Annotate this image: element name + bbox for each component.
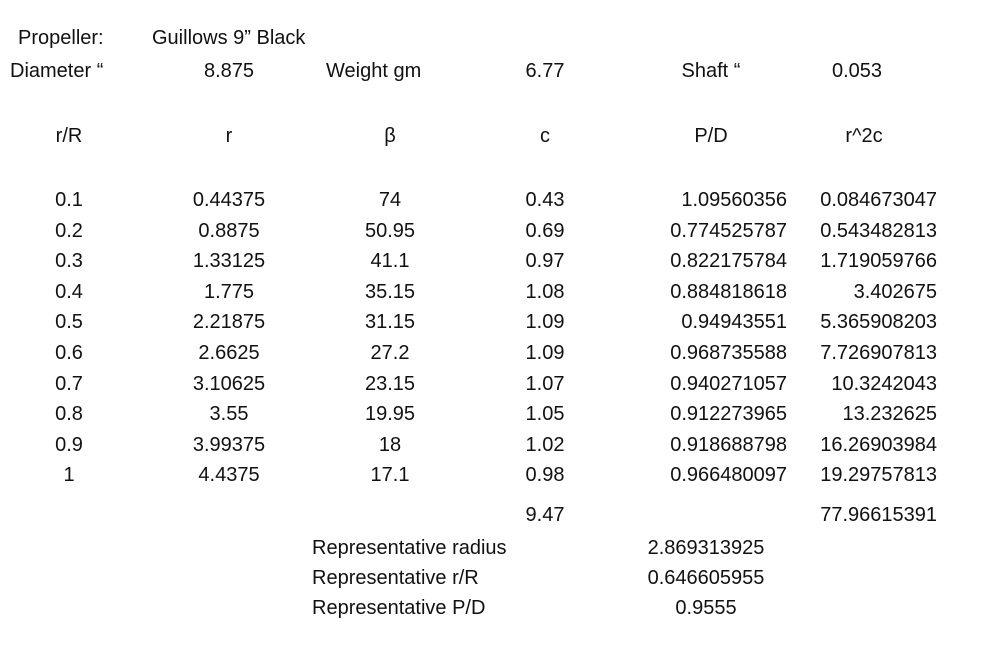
cell-r-over-R: 0.3 <box>55 250 83 272</box>
cell-r2c: 0.084673047 <box>820 189 937 211</box>
column-header-r2c: r^2c <box>845 125 883 147</box>
cell-p-over-d: 0.94943551 <box>681 311 787 333</box>
summary-label-radius: Representative radius <box>312 537 507 559</box>
cell-r-over-R: 0.7 <box>55 373 83 395</box>
cell-p-over-d: 0.884818618 <box>670 281 787 303</box>
cell-c: 1.08 <box>525 281 565 303</box>
cell-p-over-d: 0.912273965 <box>670 403 787 425</box>
cell-beta: 18 <box>378 434 402 456</box>
cell-c: 0.98 <box>525 464 565 486</box>
cell-c: 1.02 <box>525 434 565 456</box>
summary-label-p-over-d: Representative P/D <box>312 597 486 619</box>
cell-c: 1.07 <box>525 373 565 395</box>
cell-r2c: 16.26903984 <box>820 434 937 456</box>
cell-r-over-R: 0.6 <box>55 342 83 364</box>
column-header-c: c <box>540 125 550 147</box>
propeller-name: Guillows 9” Black <box>152 27 306 49</box>
cell-r2c: 3.402675 <box>853 281 937 303</box>
cell-p-over-d: 0.940271057 <box>670 373 787 395</box>
cell-r2c: 10.3242043 <box>831 373 937 395</box>
cell-r: 4.4375 <box>198 464 260 486</box>
column-header-beta: β <box>384 125 396 147</box>
column-header-p-over-d: P/D <box>694 125 728 147</box>
cell-c: 0.43 <box>525 189 565 211</box>
cell-c: 1.09 <box>525 311 565 333</box>
cell-r2c: 1.719059766 <box>820 250 937 272</box>
cell-c: 0.69 <box>525 220 565 242</box>
column-header-r-over-R: r/R <box>55 125 83 147</box>
weight-value: 6.77 <box>525 60 565 82</box>
cell-r-over-R: 0.5 <box>55 311 83 333</box>
cell-beta: 17.1 <box>370 464 410 486</box>
cell-r: 2.21875 <box>192 311 266 333</box>
summary-value-p-over-d: 0.9555 <box>675 597 737 619</box>
cell-r2c: 7.726907813 <box>820 342 937 364</box>
cell-c: 1.09 <box>525 342 565 364</box>
cell-p-over-d: 0.968735588 <box>670 342 787 364</box>
cell-c: 0.97 <box>525 250 565 272</box>
cell-c: 1.05 <box>525 403 565 425</box>
cell-r-over-R: 0.1 <box>55 189 83 211</box>
cell-beta: 19.95 <box>364 403 416 425</box>
diameter-label: Diameter “ <box>10 60 104 82</box>
cell-beta: 31.15 <box>364 311 416 333</box>
cell-beta: 74 <box>378 189 402 211</box>
total-r2c: 77.96615391 <box>820 504 937 526</box>
cell-p-over-d: 1.09560356 <box>681 189 787 211</box>
cell-r: 1.33125 <box>192 250 266 272</box>
cell-r2c: 13.232625 <box>842 403 937 425</box>
column-header-r: r <box>225 125 233 147</box>
diameter-value: 8.875 <box>203 60 255 82</box>
propeller-label: Propeller: <box>18 27 104 49</box>
shaft-value: 0.053 <box>831 60 883 82</box>
cell-r2c: 19.29757813 <box>820 464 937 486</box>
cell-r-over-R: 0.9 <box>55 434 83 456</box>
cell-r: 3.10625 <box>192 373 266 395</box>
summary-value-radius: 2.869313925 <box>647 537 765 559</box>
cell-r-over-R: 0.2 <box>55 220 83 242</box>
cell-r: 3.99375 <box>192 434 266 456</box>
cell-r: 3.55 <box>209 403 249 425</box>
weight-label: Weight gm <box>326 60 422 82</box>
cell-beta: 35.15 <box>364 281 416 303</box>
cell-beta: 50.95 <box>364 220 416 242</box>
cell-p-over-d: 0.774525787 <box>670 220 787 242</box>
cell-beta: 23.15 <box>364 373 416 395</box>
cell-p-over-d: 0.918688798 <box>670 434 787 456</box>
summary-value-r-over-R: 0.646605955 <box>647 567 765 589</box>
cell-r: 2.6625 <box>198 342 260 364</box>
cell-r2c: 5.365908203 <box>820 311 937 333</box>
cell-r-over-R: 1 <box>63 464 75 486</box>
cell-r: 1.775 <box>203 281 255 303</box>
cell-r-over-R: 0.8 <box>55 403 83 425</box>
cell-beta: 27.2 <box>370 342 410 364</box>
summary-label-r-over-R: Representative r/R <box>312 567 479 589</box>
cell-r-over-R: 0.4 <box>55 281 83 303</box>
cell-beta: 41.1 <box>370 250 410 272</box>
cell-p-over-d: 0.822175784 <box>670 250 787 272</box>
cell-r: 0.8875 <box>198 220 260 242</box>
cell-p-over-d: 0.966480097 <box>670 464 787 486</box>
cell-r: 0.44375 <box>192 189 266 211</box>
cell-r2c: 0.543482813 <box>820 220 937 242</box>
shaft-label: Shaft “ <box>681 60 741 82</box>
total-c: 9.47 <box>525 504 565 526</box>
